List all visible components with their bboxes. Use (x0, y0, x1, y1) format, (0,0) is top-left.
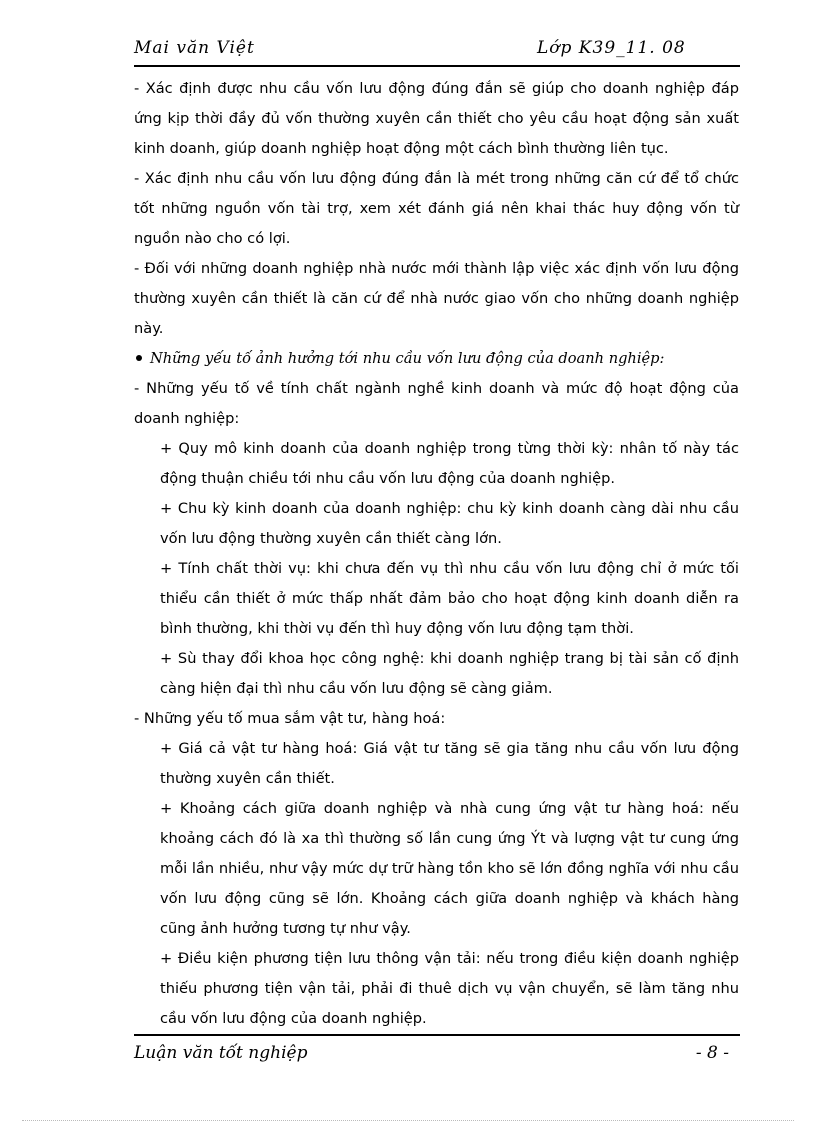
paragraph-3: - Đối với những doanh nghiệp nhà nước mới thành lập việc xác định vốn lưu động thường xuyên cần thiết là căn cứ để nhà nước giao vốn cho những doanh nghiệp này. (134, 260, 739, 337)
header-author: Mai văn Việt (134, 38, 255, 58)
bullet-heading-text: Những yếu tố ảnh hưởng tới nhu cầu vốn lưu động của doanh nghiệp: (150, 350, 665, 367)
bullet-icon (136, 355, 142, 361)
sub-item-2: + Chu kỳ kinh doanh của doanh nghiệp: chu kỳ kinh doanh càng dài nhu cầu vốn lưu động thường xuyên cần thiết càng lớn. (160, 500, 739, 547)
sub-item-3: + Tính chất thời vụ: khi chưa đến vụ thì nhu cầu vốn lưu động chỉ ở mức tối thiểu cần thiết ở mức thấp nhất đảm bảo cho hoạt động kinh doanh diễn ra bình thường, khi thời vụ đến thì huy động vốn lưu động tạm thời. (160, 560, 739, 637)
footer-rule (134, 1034, 740, 1036)
document-body (134, 74, 739, 1034)
header-class: Lớp K39_11. 08 (537, 38, 686, 58)
footer-title: Luận văn tốt nghiệp (134, 1043, 308, 1063)
sub-item-5: + Giá cả vật tư hàng hoá: Giá vật tư tăng sẽ gia tăng nhu cầu vốn lưu động thường xuyên cần thiết. (160, 740, 739, 787)
paragraph-2: - Xác định nhu cầu vốn lưu động đúng đắn là mét trong những căn cứ để tổ chức tốt những nguồn vốn tài trợ, xem xét đánh giá nên khai thác huy động vốn từ nguồn nào cho có lợi. (134, 170, 739, 247)
page-number: - 8 - (695, 1043, 729, 1063)
sub-item-1: + Quy mô kinh doanh của doanh nghiệp trong từng thời kỳ: nhân tố này tác động thuận chiều tới nhu cầu vốn lưu động của doanh nghiệp. (160, 440, 739, 487)
paragraph-1: - Xác định được nhu cầu vốn lưu động đúng đắn sẽ giúp cho doanh nghiệp đáp ứng kịp thời đầy đủ vốn thường xuyên cần thiết cho yêu cầu hoạt động sản xuất kinh doanh, giúp doanh nghiệp hoạt động một cách bình thường liên tục. (134, 80, 739, 157)
paragraph-4: - Những yếu tố về tính chất ngành nghề kinh doanh và mức độ hoạt động của doanh nghiệp: (134, 380, 739, 427)
sub-item-4: + Sù thay đổi khoa học công nghệ: khi doanh nghiệp trang bị tài sản cố định càng hiện đại thì nhu cầu vốn lưu động sẽ càng giảm. (160, 650, 739, 697)
paragraph-5: - Những yếu tố mua sắm vật tư, hàng hoá: (134, 710, 446, 727)
page-header (134, 38, 739, 64)
sub-item-6: + Khoảng cách giữa doanh nghiệp và nhà cung ứng vật tư hàng hoá: nếu khoảng cách đó là xa thì thường số lần cung ứng Ýt và lượng vật tư cung ứng mỗi lần nhiều, như vậy mức dự trữ hàng tồn kho sẽ lớn đồng nghĩa với nhu cầu vốn lưu động cũng sẽ lớn. Khoảng cách giữa doanh nghiệp và khách hàng cũng ảnh hưởng tương tự như vậy. (160, 800, 739, 937)
bullet-heading (134, 344, 739, 374)
page-footer (134, 1043, 739, 1069)
header-rule (134, 65, 740, 67)
page-bottom-border (22, 1120, 794, 1121)
sub-item-7: + Điều kiện phương tiện lưu thông vận tải: nếu trong điều kiện doanh nghiệp thiếu phương tiện vận tải, phải đi thuê dịch vụ vận chuyển, sẽ làm tăng nhu cầu vốn lưu động của doanh nghiệp. (160, 950, 739, 1027)
